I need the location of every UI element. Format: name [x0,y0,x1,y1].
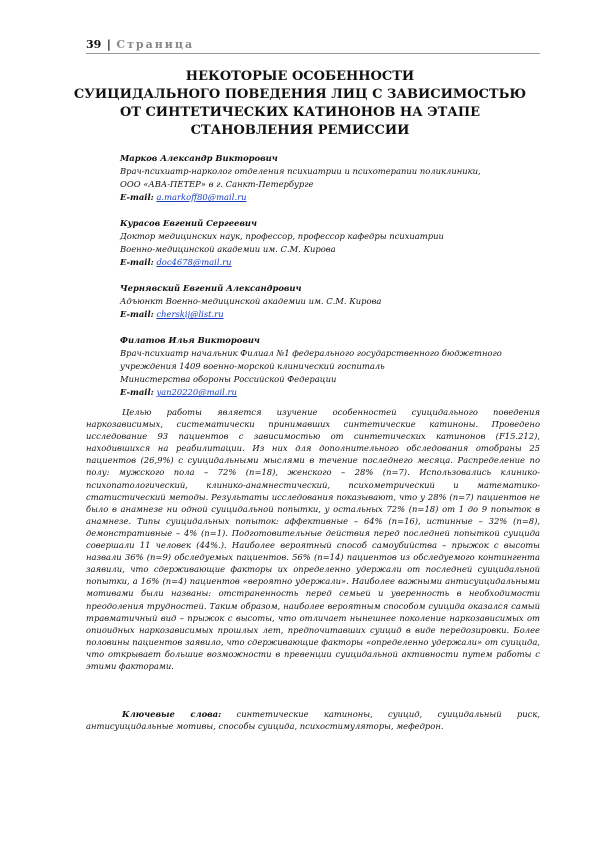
author-affiliation: Врач-психиатр начальник Филиал №1 федерального государственного бюджетного [120,348,502,358]
title-line: СТАНОВЛЕНИЯ РЕМИССИИ [190,123,410,138]
running-header [86,38,194,51]
author-entry [120,152,540,204]
keywords-paragraph [86,708,540,732]
author-entry [120,282,540,321]
title-line: НЕКОТОРЫЕ ОСОБЕННОСТИ [185,69,415,84]
author-email-link[interactable]: yan20220@mail.ru [156,387,237,397]
author-name: Курасов Евгений Сергеевич [120,218,257,228]
author-email-row [120,308,540,321]
author-email-row [120,256,540,269]
author-affiliation: Адъюнкт Военно-медицинской академии им. С.М. Кирова [120,296,382,306]
email-label: E-mail: [120,192,154,202]
author-affiliation: Военно-медицинской академии им. С.М. Кирова [120,244,336,254]
title-line: ОТ СИНТЕТИЧЕСКИХ КАТИНОНОВ НА ЭТАПЕ [119,105,481,120]
authors-block [120,152,540,412]
author-affiliation: учреждения 1409 военно-морской клинический госпиталь [120,361,385,371]
email-label: E-mail: [120,309,154,319]
header-separator: | [106,38,111,51]
article-title [60,68,540,140]
page-number: 39 [86,38,102,51]
author-affiliation: ООО «АВА-ПЕТЕР» в г. Санкт-Петербурге [120,179,314,189]
author-email-link[interactable]: a.markoff80@mail.ru [156,192,247,202]
author-affiliation: Врач-психиатр-нарколог отделения психиатрии и психотерапии поликлиники, [120,166,481,176]
author-affiliation: Министерства обороны Российской Федерации [120,374,337,384]
author-name: Марков Александр Викторович [120,153,278,163]
author-email-row [120,386,540,399]
author-name: Чернявский Евгений Александрович [120,283,302,293]
author-email-row [120,191,540,204]
author-name: Филатов Илья Викторович [120,335,260,345]
author-entry [120,334,540,399]
author-entry [120,217,540,269]
email-label: E-mail: [120,257,154,267]
abstract-text: Целью работы является изучение особенностей суицидального поведения наркозависимых, систематически принимавших синтетические катиноны. Проведено исследование 93 пациентов с зависимостью от синтетических катинонов (F15.212), находившихся на реабилитации. Из них для дополнительного обследования отобраны 25 пациентов (26,9%) с суицидальными мыслями в течение последнего месяца. Распределение по полу: мужского пола – 72% (n=18), женского – 28% (n=7). Использовались клинико-психопатологический, клинико-анамнестический, психометрический и математико-статистический методы. Результаты исследования показывают, что у 28% (n=7) пациентов не было в анамнезе ни одной суицидальной попытки, у остальных 72% (n=18) от 1 до 9 попыток в анамнезе. Типы суицидальных попыток: аффективные – 64% (n=16), истинные – 32% (n=8), демонстративные – 4% (n=1). Подготовительные действия перед последней попыткой суицида совершали 11 человек (44%.). Наиболее вероятный способ самоубийства – прыжок с высоты назвали 36% (n=9) обследуемых пациентов. 56% (n=14) пациентов из обследуемого контингента заявили, что сдерживающие факторы их определенно удержали от последней суицидальной попытки, а 16% (n=4) пациентов «вероятно удержали». Наиболее важными антисуицидальными мотивами были названы: отстраненность перед семьей и уверенность в необходимости преодоления трудностей. Таким образом, наиболее вероятным способом суицида оказался самый травматичный вид – прыжок с высоты, что отличает нынешнее поколение наркозависимых от опиоидных наркозависимых прошлых лет, предпочитавших суицид в виде передозировки. Более половины пациентов заявило, что сдерживающие факторы «определенно удержали» от суицида, что открывает большие возможности в превенции суицидальной активности путем работы с этими факторами. [86,407,540,671]
keywords-text: синтетические катиноны, суицид, суицидальный риск, антисуицидальные мотивы, способы суицида, психостимуляторы, мефедрон. [86,709,540,732]
header-divider [86,53,540,54]
author-affiliation: Доктор медицинских наук, профессор, профессор кафедры психиатрии [120,231,444,241]
header-label: Страница [116,38,195,51]
email-label: E-mail: [120,387,154,397]
keywords-label: Ключевые слова: [122,709,222,719]
author-email-link[interactable]: doc4678@mail.ru [156,257,232,267]
title-line: СУИЦИДАЛЬНОГО ПОВЕДЕНИЯ ЛИЦ С ЗАВИСИМОСТЬЮ [73,87,527,102]
author-email-link[interactable]: cherskij@list.ru [156,309,224,319]
